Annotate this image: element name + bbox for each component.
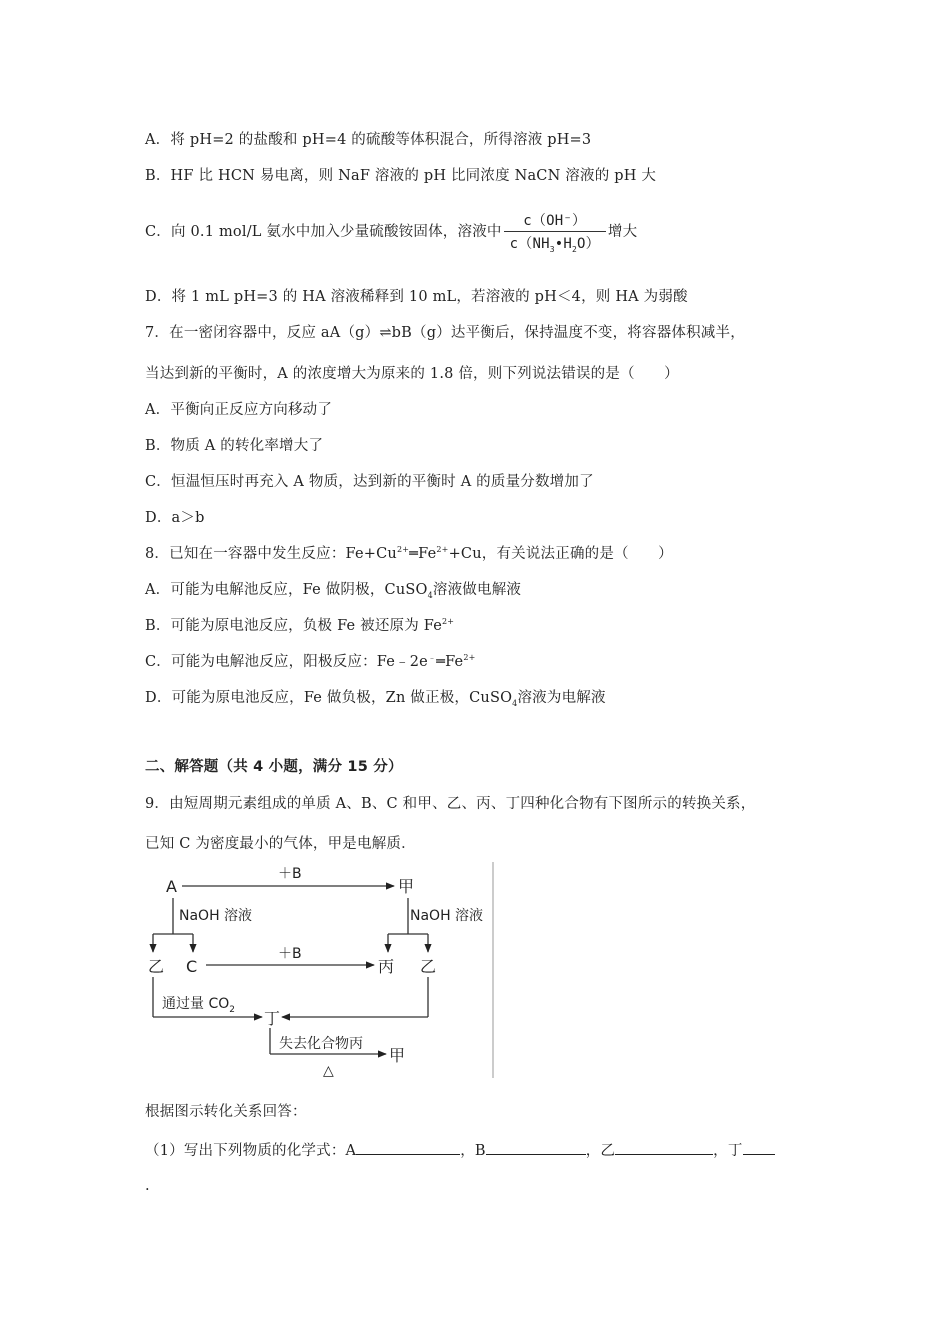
q7-option-a: A．平衡向正反应方向移动了: [145, 402, 333, 418]
q7-option-d: D．a＞b: [145, 510, 205, 526]
q6-option-a: A．将 pH=2 的盐酸和 pH=4 的硫酸等体积混合，所得溶液 pH=3: [145, 132, 592, 148]
conversion-diagram: [148, 862, 498, 1078]
node-yi-right: 乙: [420, 957, 437, 976]
q8-stem: 8．已知在一容器中发生反应：$Fe+Cu^{2+}═Fe^{2+}+Cu$，有关说法正确的是（ ）: [145, 545, 673, 562]
q8-option-b: B．可能为原电池反应，负极 Fe 被还原为 $Fe^{2+}$: [145, 617, 455, 634]
label-naoh-left: NaOH 溶液: [179, 908, 253, 924]
concentration-ratio: [504, 210, 606, 254]
node-jia: 甲: [398, 877, 415, 896]
label-naoh-right: NaOH 溶液: [410, 908, 484, 924]
label-co2: 通过量 $CO_2$: [162, 996, 235, 1015]
q8-option-c: C．可能为电解池反应，阳极反应：$Fe﹣2e^﹣═Fe^{2+}$: [145, 653, 476, 670]
q6-option-c-text: C．向 0.1 mol/L 氨水中加入少量硫酸铵固体，溶液中: [145, 223, 502, 240]
node-c: C: [186, 957, 198, 976]
blank-a[interactable]: [356, 1140, 460, 1155]
q9-stem-line2: 已知 C 为密度最小的气体，甲是电解质．: [145, 836, 416, 852]
label-plus-b-top: ＋B: [278, 866, 302, 882]
q8-option-d: D．可能为原电池反应，Fe 做负极，Zn 做正极，CuSO$_4$溶液为电解液: [145, 690, 606, 708]
node-jia-bottom: 甲: [389, 1046, 406, 1065]
q9-part1: （1）写出下列物质的化学式：A ，B ，乙 ，丁: [145, 1139, 775, 1160]
blank-b[interactable]: [486, 1140, 586, 1155]
q7-option-c: C．恒温恒压时再充入 A 物质，达到新的平衡时 A 的质量分数增加了: [145, 474, 594, 490]
q8-option-a: A．可能为电解池反应，Fe 做阴极，CuSO$_4$溶液做电解液: [145, 582, 522, 600]
node-yi-left: 乙: [148, 957, 165, 976]
q6-option-c: [145, 210, 637, 254]
q6-option-b: B．HF 比 HCN 易电离，则 NaF 溶液的 pH 比同浓度 NaCN 溶液的 pH 大: [145, 168, 657, 184]
q6-option-d: D．将 1 mL pH=3 的 HA 溶液稀释到 10 mL，若溶液的 pH＜4，则 HA 为弱酸: [145, 289, 688, 305]
section-heading: 二、解答题（共 4 小题，满分 15 分）: [145, 759, 403, 775]
label-heat: △: [323, 1063, 334, 1078]
q9-part1-end: .: [145, 1178, 150, 1194]
q9-stem-line1: 9．由短周期元素组成的单质 A、B、C 和甲、乙、丙、丁四种化合物有下图所示的转换关系，: [145, 796, 756, 812]
node-ding: 丁: [264, 1009, 281, 1028]
label-plus-b-mid: ＋B: [278, 946, 302, 962]
q7-option-b: B．物质 A 的转化率增大了: [145, 438, 324, 454]
ratio-numerator: c（OH⁻）: [523, 213, 587, 229]
q6-option-c-suffix: 增大: [607, 223, 638, 240]
q7-stem-line1: 7．在一密闭容器中，反应 aA（g）⇌bB（g）达平衡后，保持温度不变，将容器体积减半，: [145, 325, 745, 341]
q9-answer-prompt: 根据图示转化关系回答：: [145, 1104, 307, 1120]
label-lose-compound: 失去化合物丙: [279, 1036, 363, 1052]
blank-ding[interactable]: [743, 1140, 775, 1155]
blank-yi[interactable]: [615, 1140, 713, 1155]
ratio-denominator: $c(NH_3•H_2O)$: [504, 231, 606, 254]
node-a: A: [166, 877, 177, 896]
node-bing: 丙: [378, 957, 395, 976]
q7-stem-line2: 当达到新的平衡时，A 的浓度增大为原来的 1.8 倍，则下列说法错误的是（ ）: [145, 366, 679, 382]
